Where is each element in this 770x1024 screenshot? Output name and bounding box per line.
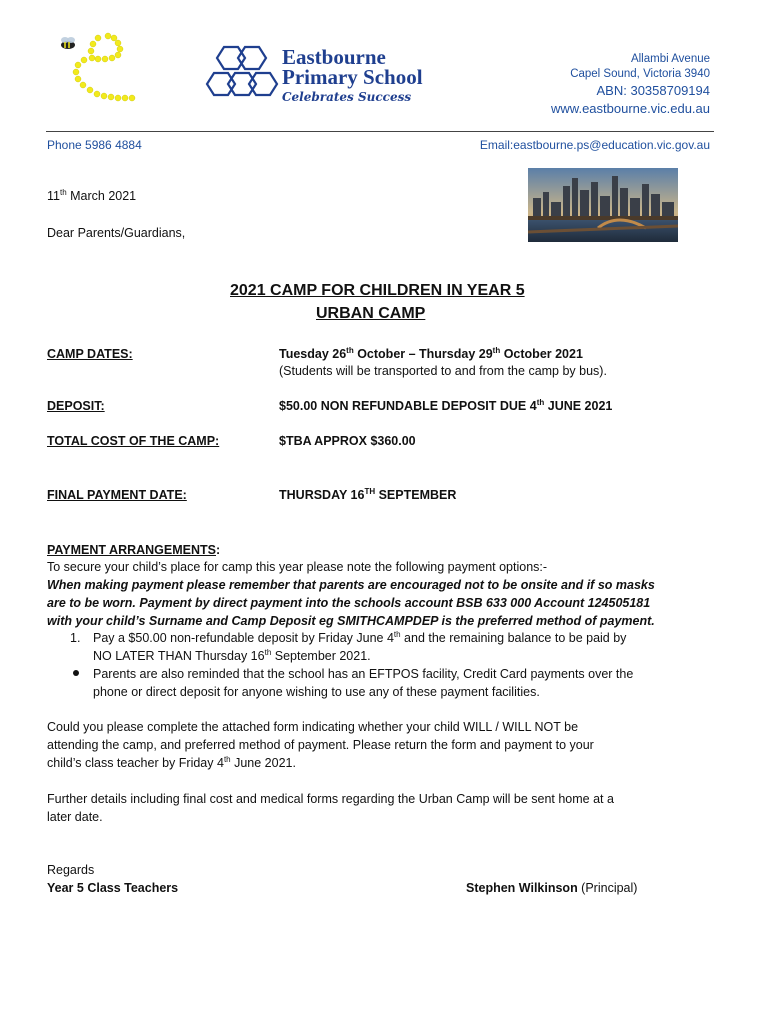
school-name-line1: Eastbourne <box>282 45 386 69</box>
body-para2-line1: Further details including final cost and medical forms regarding the Urban Camp will be sent home at a <box>47 792 614 806</box>
total-cost-value: $TBA APPROX $360.00 <box>279 434 416 448</box>
total-cost-label: TOTAL COST OF THE CAMP: <box>47 434 220 448</box>
list-number-1: 1. <box>70 631 81 645</box>
bullet-icon <box>73 670 79 676</box>
camp-dates-value: Tuesday 26th October – Thursday 29th October 2021 <box>279 345 583 361</box>
phone-number: Phone 5986 4884 <box>47 138 142 152</box>
address-line1: Allambi Avenue <box>630 53 710 65</box>
bee-icon <box>61 37 75 49</box>
body-para1-line3: child’s class teacher by Friday 4th June 2021. <box>47 754 296 770</box>
salutation: Dear Parents/Guardians, <box>47 226 186 240</box>
hexagon-logo <box>205 45 280 107</box>
address-line2: Capel Sound, Victoria 3940 <box>570 68 710 80</box>
letter-title-line2: URBAN CAMP <box>316 305 426 322</box>
payment-bullet-line2: phone or direct deposit for anyone wishing to use any of these payment facilities. <box>93 685 540 699</box>
email-address: Email:eastbourne.ps@education.vic.gov.au <box>479 138 710 152</box>
payment-heading: PAYMENT ARRANGEMENTS: <box>47 543 221 557</box>
body-para2-line2: later date. <box>47 810 103 824</box>
deposit-value: $50.00 NON REFUNDABLE DEPOSIT DUE 4th JUNE 2021 <box>279 397 613 413</box>
payment-instruction-line2: are to be worn. Payment by direct payment into the schools account BSB 633 000 Account 124505181 <box>47 596 651 610</box>
final-payment-value: THURSDAY 16TH SEPTEMBER <box>279 486 457 502</box>
payment-instruction-line3: with your child’s Surname and Camp Deposit eg SMITHCAMPDEP is the preferred method of payment. <box>47 614 655 628</box>
header-divider <box>46 131 714 132</box>
payment-instruction-line1: When making payment please remember that parents are encouraged not to be onsite and if so masks <box>47 578 655 592</box>
payment-intro: To secure your child’s place for camp this year please note the following payment options:- <box>47 560 548 574</box>
payment-item1-line2: NO LATER THAN Thursday 16th September 2021. <box>93 647 371 663</box>
body-para1-line1: Could you please complete the attached form indicating whether your child WILL / WILL NOT be <box>47 720 579 734</box>
website: www.eastbourne.vic.edu.au <box>551 101 710 116</box>
camp-dates-note: (Students will be transported to and from the camp by bus). <box>279 364 607 378</box>
body-para1-line2: attending the camp, and preferred method of payment. Please return the form and payment to your <box>47 738 594 752</box>
school-tagline: Celebrates Success <box>282 90 412 104</box>
final-payment-label: FINAL PAYMENT DATE: <box>47 488 187 502</box>
letter-title-line1: 2021 CAMP FOR CHILDREN IN YEAR 5 <box>230 282 525 299</box>
abn: ABN: 30358709194 <box>596 83 710 98</box>
payment-item1-line1: Pay a $50.00 non-refundable deposit by Friday June 4th and the remaining balance to be paid by <box>93 629 627 645</box>
payment-bullet-line1: Parents are also reminded that the school has an EFTPOS facility, Credit Card payments over the <box>93 667 634 681</box>
city-skyline-photo <box>528 168 678 242</box>
left-signature: Year 5 Class Teachers <box>47 881 179 895</box>
camp-dates-label: CAMP DATES: <box>47 347 133 361</box>
letter-date: 11th March 2021 <box>47 187 137 203</box>
deposit-label: DEPOSIT: <box>47 399 105 413</box>
school-name-line2: Primary School <box>282 65 423 89</box>
regards: Regards <box>47 863 95 877</box>
school-logo-bee-e <box>48 28 148 108</box>
right-signature: Stephen Wilkinson (Principal) <box>466 881 638 895</box>
